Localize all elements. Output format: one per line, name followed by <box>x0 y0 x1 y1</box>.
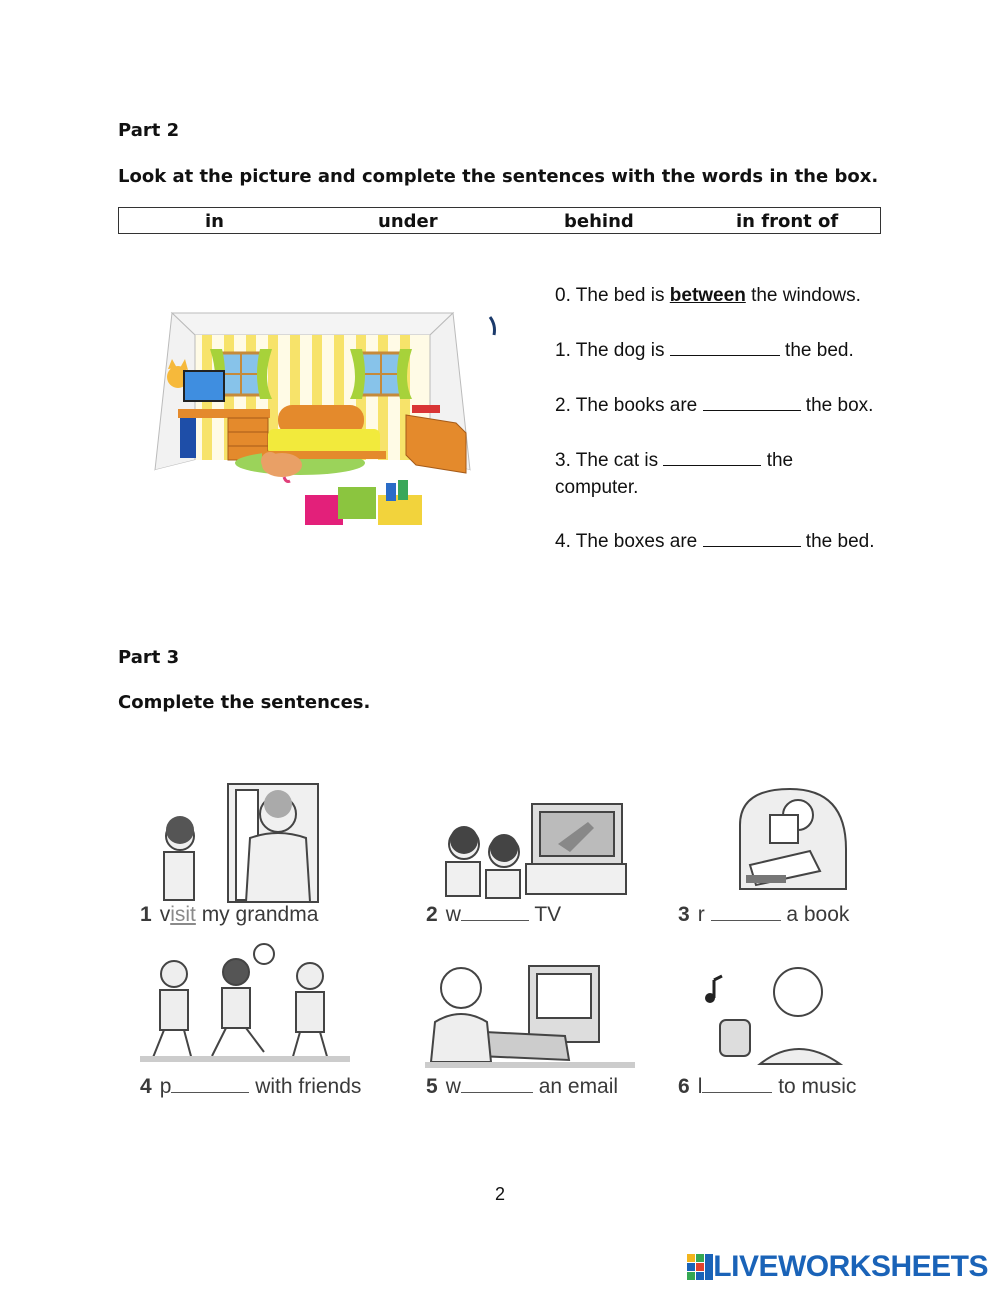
answer-blank[interactable] <box>702 1076 772 1093</box>
liveworksheets-logo-text: LIVEWORKSHEETS <box>713 1250 988 1283</box>
listen-to-music-picture <box>700 960 860 1065</box>
caption-filled-answer: isit <box>170 903 196 926</box>
bedroom-picture <box>150 305 500 530</box>
part3-heading: Part 3 <box>118 647 180 668</box>
caption-4: 4 p with friends <box>140 1075 362 1098</box>
visit-grandma-picture <box>150 778 340 903</box>
caption-1: 1 visit my grandma <box>140 903 319 926</box>
caption-3: 3 r a book <box>678 903 850 926</box>
answer-blank[interactable] <box>663 447 761 466</box>
caption-6: 6 l to music <box>678 1075 857 1098</box>
sentence-1: 1. The dog is the bed. <box>555 337 905 364</box>
part2-heading: Part 2 <box>118 120 180 141</box>
word-box-item: under <box>378 211 438 232</box>
word-box-item: in front of <box>736 211 839 232</box>
page-number: 2 <box>494 1184 505 1204</box>
example-answer: between <box>669 285 746 306</box>
word-box <box>118 207 881 234</box>
answer-blank[interactable] <box>171 1076 249 1093</box>
answer-blank[interactable] <box>670 337 780 356</box>
answer-blank[interactable] <box>703 528 801 547</box>
answer-blank[interactable] <box>703 392 801 411</box>
sentence-4: 4. The boxes are the bed. <box>555 528 905 555</box>
read-book-picture <box>720 785 860 895</box>
part2-instruction: Look at the picture and complete the sentences with the words in the box. <box>118 166 879 187</box>
answer-blank[interactable] <box>461 1076 533 1093</box>
caption-2: 2 w TV <box>426 903 562 926</box>
watch-tv-picture <box>440 800 630 900</box>
answer-blank[interactable] <box>461 904 529 921</box>
liveworksheets-logo[interactable] <box>687 1250 988 1284</box>
word-box-item: behind <box>564 211 634 232</box>
play-with-friends-picture <box>140 940 350 1065</box>
write-email-picture <box>425 962 635 1072</box>
answer-blank[interactable] <box>711 904 781 921</box>
sentence-3: 3. The cat is the computer. <box>555 447 825 501</box>
part3-instruction: Complete the sentences. <box>118 692 371 713</box>
word-box-item: in <box>205 211 224 232</box>
liveworksheets-logo-icon <box>687 1254 713 1280</box>
sentence-0: 0. The bed is between the windows. <box>555 285 861 306</box>
sentence-2: 2. The books are the box. <box>555 392 905 419</box>
caption-5: 5 w an email <box>426 1075 619 1098</box>
